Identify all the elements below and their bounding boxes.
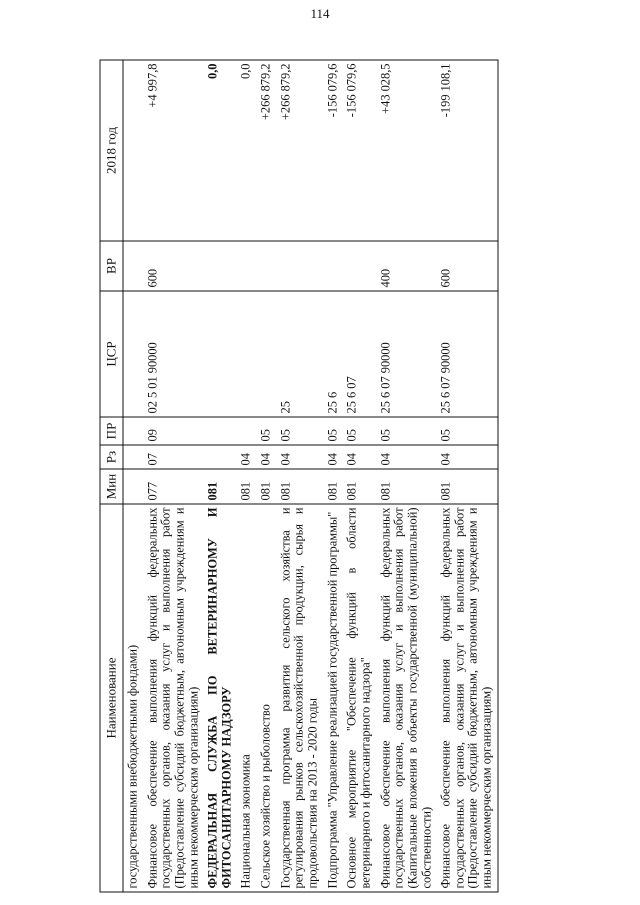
row-vr: [323, 241, 343, 291]
row-pr: 05: [276, 417, 323, 445]
header-vr: ВР: [100, 241, 123, 291]
table-row: [123, 60, 143, 892]
row-rz: 04: [343, 445, 376, 469]
row-pr: 05: [343, 417, 376, 445]
header-rz: Рз: [100, 445, 123, 469]
row-min: 077: [143, 469, 204, 504]
row-name: Сельское хозяйство и рыболовство: [257, 504, 277, 892]
row-csr: 25 6: [323, 291, 343, 417]
row-amount: -156 079,6: [323, 60, 343, 241]
row-min: 081: [323, 469, 343, 504]
row-vr: [343, 241, 376, 291]
row-amount: +266 879,2: [257, 60, 277, 241]
row-vr: 400: [376, 241, 437, 291]
row-csr: 25 6 07: [343, 291, 376, 417]
header-name: Наименование: [100, 504, 123, 892]
table-row: [376, 60, 437, 892]
table-row: [237, 60, 257, 892]
row-pr: 09: [143, 417, 204, 445]
rotated-table-sheet: [100, 60, 565, 892]
row-min: 081: [204, 469, 237, 504]
page-number: 114: [310, 6, 330, 21]
row-csr: 25 6 07 90000: [437, 291, 498, 417]
table-row: [143, 60, 204, 892]
table-row: [204, 60, 237, 892]
row-amount: 0,0: [237, 60, 257, 241]
header-min: Мин: [100, 469, 123, 504]
row-vr: 600: [143, 241, 204, 291]
row-csr: [257, 291, 277, 417]
row-min: 081: [276, 469, 323, 504]
row-pr: [123, 417, 143, 445]
row-name: ФЕДЕРАЛЬНАЯ СЛУЖБА ПО ВЕТЕРИНАРНОМУ И ФИТОСАНИТАРНОМУ НАДЗОРУ: [204, 504, 237, 892]
row-name: Подпрограмма "Управление реализацией государственной программы": [323, 504, 343, 892]
table-row: [276, 60, 323, 892]
row-amount: +4 997,8: [143, 60, 204, 241]
row-rz: 07: [143, 445, 204, 469]
row-rz: [204, 445, 237, 469]
row-csr: 25 6 07 90000: [376, 291, 437, 417]
row-min: 081: [376, 469, 437, 504]
row-vr: [276, 241, 323, 291]
row-name: Финансовое обеспечение выполнения функций федеральных государственных органов, оказания услуг и выполнения работ (Предоставление субсидий бюджетным, автономным учреждениям и иным некоммерческим организациям): [143, 504, 204, 892]
row-rz: 04: [257, 445, 277, 469]
row-csr: 25: [276, 291, 323, 417]
row-min: 081: [237, 469, 257, 504]
row-min: 081: [257, 469, 277, 504]
row-csr: 02 5 01 90000: [143, 291, 204, 417]
row-min: [123, 469, 143, 504]
row-vr: [204, 241, 237, 291]
row-amount: +266 879,2: [276, 60, 323, 241]
row-pr: 05: [257, 417, 277, 445]
row-name: Основное мероприятие "Обеспечение функций в области ветеринарного и фитосанитарного надзора": [343, 504, 376, 892]
table-row: [257, 60, 277, 892]
row-name: государственными внебюджетными фондами): [123, 504, 143, 892]
table-row: [323, 60, 343, 892]
row-amount: -199 108,1: [437, 60, 498, 241]
row-min: 081: [343, 469, 376, 504]
table-row: [437, 60, 498, 892]
row-pr: [204, 417, 237, 445]
header-pr: ПР: [100, 417, 123, 445]
row-rz: 04: [237, 445, 257, 469]
row-rz: 04: [376, 445, 437, 469]
row-rz: [123, 445, 143, 469]
row-amount: [123, 60, 143, 241]
table-row: [343, 60, 376, 892]
row-pr: 05: [437, 417, 498, 445]
budget-table: [100, 59, 499, 892]
row-name: Финансовое обеспечение выполнения функций федеральных государственных органов, оказания услуг и выполнения работ (Предоставление субсидий бюджетным, автономным учреждениям и иным некоммерческим организациям): [437, 504, 498, 892]
header-csr: ЦСР: [100, 291, 123, 417]
row-rz: 04: [276, 445, 323, 469]
row-amount: +43 028,5: [376, 60, 437, 241]
row-name: Национальная экономика: [237, 504, 257, 892]
row-csr: [204, 291, 237, 417]
row-amount: -156 079,6: [343, 60, 376, 241]
row-name: Государственная программа развития сельского хозяйства и регулирования рынков сельскохозяйственной продукции, сырья и продовольствия на 2013 - 2020 годы: [276, 504, 323, 892]
header-year: 2018 год: [100, 60, 123, 241]
row-vr: [257, 241, 277, 291]
row-rz: 04: [323, 445, 343, 469]
row-name: Финансовое обеспечение выполнения функций федеральных государственных органов, оказания услуг и выполнения работ (Капитальные вложения в объекты государственной (муниципальной) собственности): [376, 504, 437, 892]
table-header-row: [100, 60, 123, 892]
row-csr: [237, 291, 257, 417]
row-vr: [237, 241, 257, 291]
row-min: 081: [437, 469, 498, 504]
row-amount: 0,0: [204, 60, 237, 241]
row-vr: [123, 241, 143, 291]
row-pr: [237, 417, 257, 445]
row-rz: 04: [437, 445, 498, 469]
row-pr: 05: [323, 417, 343, 445]
row-pr: 05: [376, 417, 437, 445]
row-vr: 600: [437, 241, 498, 291]
row-csr: [123, 291, 143, 417]
